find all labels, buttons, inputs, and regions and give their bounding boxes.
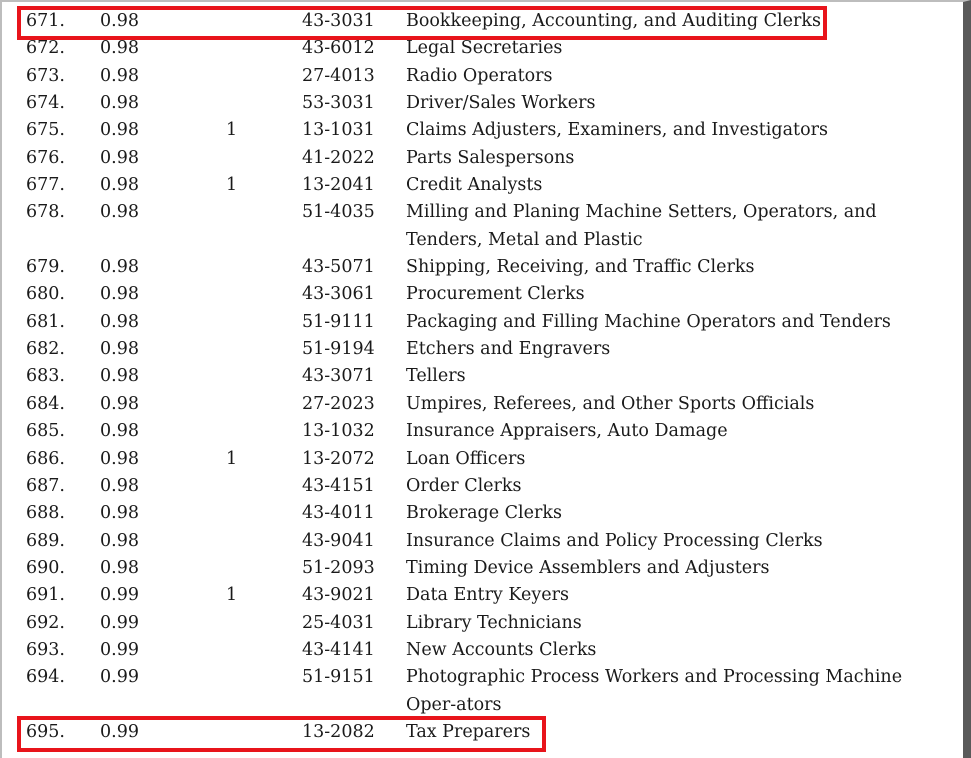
table-row xyxy=(2,281,963,308)
score-cell: 0.98 xyxy=(100,11,139,31)
table-row xyxy=(2,391,963,418)
rank-cell: 691. xyxy=(26,585,65,606)
occupation-title-cell: Legal Secretaries xyxy=(406,38,563,59)
occupation-title-cell: Bookkeeping, Accounting, and Auditing Clerks xyxy=(406,11,821,31)
soc-code-cell: 51-9151 xyxy=(302,667,375,688)
table-row xyxy=(2,336,963,363)
table-row xyxy=(2,199,963,254)
table-row xyxy=(2,418,963,445)
score-cell: 0.98 xyxy=(100,557,139,578)
rank-cell: 690. xyxy=(26,557,65,578)
occupation-title-cell: Tellers xyxy=(406,366,466,387)
occupation-title-cell: Shipping, Receiving, and Traffic Clerks xyxy=(406,257,755,278)
table-row xyxy=(2,363,963,390)
soc-code-cell: 43-5071 xyxy=(302,257,375,278)
rank-cell: 685. xyxy=(26,421,65,442)
table-row xyxy=(2,637,963,664)
rank-cell: 682. xyxy=(26,339,65,360)
rank-cell: 673. xyxy=(26,65,65,86)
soc-code-cell: 13-1031 xyxy=(302,120,375,141)
soc-code-cell: 13-2072 xyxy=(302,448,375,469)
rank-cell: 677. xyxy=(26,175,65,196)
score-cell: 0.99 xyxy=(100,585,139,606)
occupation-title-cell: Order Clerks xyxy=(406,475,522,496)
score-cell: 0.99 xyxy=(100,612,139,633)
soc-code-cell: 51-9194 xyxy=(302,339,375,360)
score-cell: 0.98 xyxy=(100,257,139,278)
score-cell: 0.98 xyxy=(100,421,139,442)
score-cell: 0.98 xyxy=(100,393,139,414)
score-cell: 0.98 xyxy=(100,38,139,59)
score-cell: 0.99 xyxy=(100,721,139,742)
soc-code-cell: 51-4035 xyxy=(302,202,375,223)
table-row xyxy=(2,528,963,555)
table-row xyxy=(2,309,963,336)
table-row xyxy=(2,8,963,35)
soc-code-cell: 13-2082 xyxy=(302,721,375,742)
rank-cell: 676. xyxy=(26,147,65,168)
rank-cell: 678. xyxy=(26,202,65,223)
score-cell: 0.98 xyxy=(100,93,139,114)
occupation-title-cell: Etchers and Engravers xyxy=(406,339,611,360)
rank-cell: 681. xyxy=(26,311,65,332)
occupation-title-cell: Timing Device Assemblers and Adjusters xyxy=(406,557,770,578)
rank-cell: 692. xyxy=(26,612,65,633)
score-cell: 0.98 xyxy=(100,311,139,332)
occupation-title-cell: Parts Salespersons xyxy=(406,147,575,168)
occupation-title-cell: Brokerage Clerks xyxy=(406,503,562,524)
occupation-title-cell: Data Entry Keyers xyxy=(406,585,569,606)
soc-code-cell: 43-9021 xyxy=(302,585,375,606)
soc-code-cell: 27-2023 xyxy=(302,393,375,414)
rank-cell: 689. xyxy=(26,530,65,551)
table-row xyxy=(2,473,963,500)
score-cell: 0.98 xyxy=(100,175,139,196)
rank-cell: 671. xyxy=(26,11,65,31)
score-cell: 0.99 xyxy=(100,639,139,660)
table-row xyxy=(2,117,963,144)
occupation-title-cell: Procurement Clerks xyxy=(406,284,585,305)
score-cell: 0.98 xyxy=(100,339,139,360)
occupation-title-cell: Insurance Claims and Policy Processing Clerks xyxy=(406,530,823,551)
soc-code-cell: 51-2093 xyxy=(302,557,375,578)
soc-code-cell: 43-3061 xyxy=(302,284,375,305)
rank-cell: 674. xyxy=(26,93,65,114)
score-cell: 0.99 xyxy=(100,667,139,688)
rank-cell: 695. xyxy=(26,721,65,742)
score-cell: 0.98 xyxy=(100,284,139,305)
occupation-title-cell: Milling and Planing Machine Setters, Operators, and Tenders, Metal and Plastic xyxy=(406,202,877,250)
score-cell: 0.98 xyxy=(100,448,139,469)
occupation-title-cell: New Accounts Clerks xyxy=(406,639,597,660)
occupation-title-cell: Photographic Process Workers and Processing Machine Oper-ators xyxy=(406,667,903,715)
table-row xyxy=(2,35,963,62)
table-row xyxy=(2,145,963,172)
soc-code-cell: 27-4013 xyxy=(302,65,375,86)
soc-code-cell: 43-4151 xyxy=(302,475,375,496)
score-cell: 0.98 xyxy=(100,202,139,223)
soc-code-cell: 13-1032 xyxy=(302,421,375,442)
occupation-title-cell: Loan Officers xyxy=(406,448,526,469)
soc-code-cell: 43-3071 xyxy=(302,366,375,387)
table-row xyxy=(2,582,963,609)
rank-cell: 687. xyxy=(26,475,65,496)
occupation-title-cell: Claims Adjusters, Examiners, and Investigators xyxy=(406,120,828,141)
occupation-title-cell: Driver/Sales Workers xyxy=(406,93,596,114)
score-cell: 0.98 xyxy=(100,120,139,141)
soc-code-cell: 13-2041 xyxy=(302,175,375,196)
rank-cell: 694. xyxy=(26,667,65,688)
table-row xyxy=(2,610,963,637)
soc-code-cell: 43-4011 xyxy=(302,503,375,524)
occupation-title-cell: Radio Operators xyxy=(406,65,553,86)
table-row xyxy=(2,555,963,582)
occupation-title-cell: Credit Analysts xyxy=(406,175,543,196)
flag-cell: 1 xyxy=(226,175,238,196)
rank-cell: 679. xyxy=(26,257,65,278)
flag-cell: 1 xyxy=(226,585,238,606)
rank-cell: 684. xyxy=(26,393,65,414)
score-cell: 0.98 xyxy=(100,475,139,496)
table-row xyxy=(2,664,963,719)
soc-code-cell: 25-4031 xyxy=(302,612,375,633)
score-cell: 0.98 xyxy=(100,503,139,524)
soc-code-cell: 53-3031 xyxy=(302,93,375,114)
table-row xyxy=(2,500,963,527)
occupation-table xyxy=(2,8,963,746)
flag-cell: 1 xyxy=(226,448,238,469)
occupation-title-cell: Insurance Appraisers, Auto Damage xyxy=(406,421,728,442)
table-row xyxy=(2,719,963,746)
occupation-title-cell: Packaging and Filling Machine Operators and Tenders xyxy=(406,311,891,332)
score-cell: 0.98 xyxy=(100,366,139,387)
soc-code-cell: 43-3031 xyxy=(302,11,375,31)
rank-cell: 672. xyxy=(26,38,65,59)
soc-code-cell: 43-9041 xyxy=(302,530,375,551)
table-row xyxy=(2,446,963,473)
soc-code-cell: 41-2022 xyxy=(302,147,375,168)
rank-cell: 680. xyxy=(26,284,65,305)
score-cell: 0.98 xyxy=(100,147,139,168)
table-row xyxy=(2,90,963,117)
flag-cell: 1 xyxy=(226,120,238,141)
table-row xyxy=(2,63,963,90)
rank-cell: 688. xyxy=(26,503,65,524)
rank-cell: 686. xyxy=(26,448,65,469)
rank-cell: 693. xyxy=(26,639,65,660)
rank-cell: 683. xyxy=(26,366,65,387)
soc-code-cell: 51-9111 xyxy=(302,311,375,332)
table-row xyxy=(2,172,963,199)
soc-code-cell: 43-4141 xyxy=(302,639,375,660)
soc-code-cell: 43-6012 xyxy=(302,38,375,59)
occupation-title-cell: Tax Preparers xyxy=(406,721,531,742)
score-cell: 0.98 xyxy=(100,65,139,86)
occupation-title-cell: Library Technicians xyxy=(406,612,582,633)
table-row xyxy=(2,254,963,281)
score-cell: 0.98 xyxy=(100,530,139,551)
occupation-title-cell: Umpires, Referees, and Other Sports Officials xyxy=(406,393,815,414)
rank-cell: 675. xyxy=(26,120,65,141)
